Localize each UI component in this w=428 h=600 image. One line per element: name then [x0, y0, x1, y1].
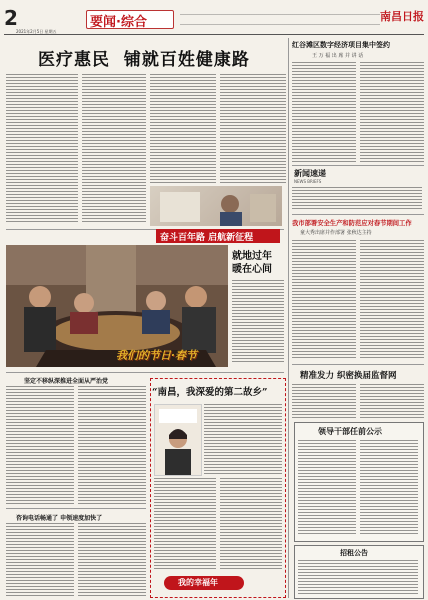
right-mid-sub: 童大秀出席并作部署 张秋达主持: [300, 230, 372, 236]
feature-text-col-2: [220, 478, 282, 570]
feature-side-text: [232, 280, 284, 364]
main-headline: 医疗惠民 铺就百姓健康路: [38, 50, 250, 70]
section-name: 要闻·综合: [90, 15, 147, 30]
ad-title: 招租公告: [340, 548, 368, 557]
right-divider-1: [292, 165, 424, 166]
lower-left-headline-2: 咨询电话畅通了 申领速度加快了: [16, 515, 103, 522]
page-number: 2: [4, 6, 18, 30]
right-lower-col-2: [360, 384, 424, 418]
lower-left-col-1a: [6, 386, 74, 506]
feature-badge-text: 我的幸福年: [178, 578, 218, 587]
right-mid-headline: 我市部署安全生产和防范应对春节期间工作: [292, 220, 412, 227]
ad-text: [298, 560, 418, 594]
right-mid-col-2: [360, 240, 424, 360]
right-divider-2: [292, 214, 424, 215]
feature-text-side: [204, 404, 282, 474]
right-lower-col-1: [292, 384, 356, 418]
paper-logo: 南昌日报: [380, 10, 424, 23]
feature-side-title: 就地过年 暖在心间: [232, 251, 272, 275]
feature-overlay-text: 我们的节日·春节: [116, 349, 197, 362]
right-lower-headline: 精准发力 织密换届监督网: [300, 371, 397, 381]
lower-left-divider: [6, 508, 146, 509]
news-brief-title: 新闻速递: [294, 168, 326, 178]
main-story-photo: [150, 186, 282, 226]
main-col-4: [220, 74, 286, 184]
masthead-rule: [4, 34, 424, 35]
main-photo-art: [150, 186, 282, 226]
notice-box-col-2: [360, 440, 418, 536]
photo-banner-text: 奋斗百年路 启航新征程: [160, 233, 254, 243]
date-line: 2021年2月5日 星期五: [16, 29, 57, 34]
main-col-3: [150, 74, 216, 184]
right-top-headline: 红谷滩区数字经济项目集中签约: [292, 40, 390, 49]
news-brief-text: [292, 187, 422, 211]
feature-portrait: [154, 404, 202, 476]
portrait-art: [155, 405, 201, 475]
right-mid-col-1: [292, 240, 356, 360]
right-top-sub: 王 万 福 出 席 并 讲 话: [312, 53, 364, 59]
masthead-contacts-2: [180, 24, 380, 27]
right-top-col-1: [292, 62, 356, 162]
main-col-2: [82, 74, 146, 224]
notice-box-title: 领导干部任前公示: [318, 426, 382, 436]
feature-text-col-1: [154, 478, 216, 570]
lower-left-col-1b: [78, 386, 146, 506]
lower-left-col-2a: [6, 523, 74, 597]
right-top-col-2: [360, 62, 424, 162]
vertical-divider: [288, 38, 289, 598]
notice-box-col-1: [298, 440, 356, 536]
news-brief-en: NEWS BRIEFS: [294, 179, 322, 184]
main-col-1: [6, 74, 78, 224]
lower-left-col-2b: [78, 523, 146, 597]
divider-lower-left: [6, 372, 284, 373]
right-divider-3: [292, 364, 424, 365]
lower-left-headline-1: 坚定不移纵深推进全面从严治党: [24, 378, 109, 385]
masthead-contacts: [180, 14, 380, 17]
feature-headline: “南昌，我深爱的第二故乡”: [152, 387, 268, 398]
